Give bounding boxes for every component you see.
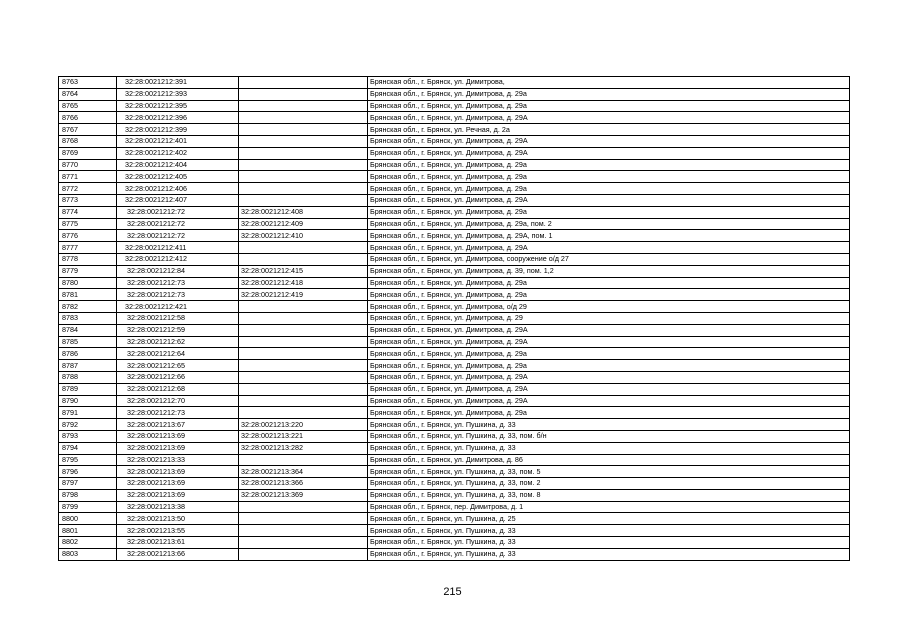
row-number-cell: 8780 [59, 277, 117, 289]
row-number-cell: 8782 [59, 301, 117, 313]
row-number-cell: 8793 [59, 430, 117, 442]
linked-cadastral-number-cell: 32:28:0021212:408 [239, 206, 368, 218]
table-row [59, 371, 850, 383]
address-cell: Брянская обл., г. Брянск, ул. Димитрова, д. 29а [368, 88, 850, 100]
linked-cadastral-number-cell [239, 513, 368, 525]
address-cell: Брянская обл., г. Брянск, ул. Пушкина, д. 33, пом. 2 [368, 478, 850, 490]
cadastral-number-cell: 32:28:0021212:70 [117, 395, 239, 407]
address-cell: Брянская обл., г. Брянск, ул. Димитрова, сооружение о/д 27 [368, 253, 850, 265]
linked-cadastral-number-cell [239, 77, 368, 89]
linked-cadastral-number-cell: 32:28:0021213:221 [239, 430, 368, 442]
row-number-cell: 8783 [59, 312, 117, 324]
cadastral-number-cell: 32:28:0021212:421 [117, 301, 239, 313]
address-cell: Брянская обл., г. Брянск, ул. Димитрова, д. 86 [368, 454, 850, 466]
cadastral-number-cell: 32:28:0021213:69 [117, 489, 239, 501]
linked-cadastral-number-cell [239, 395, 368, 407]
cadastral-number-cell: 32:28:0021213:69 [117, 466, 239, 478]
table-row [59, 277, 850, 289]
row-number-cell: 8763 [59, 77, 117, 89]
address-cell: Брянская обл., г. Брянск, ул. Димитрова, [368, 77, 850, 89]
row-number-cell: 8766 [59, 112, 117, 124]
address-cell: Брянская обл., г. Брянск, ул. Димитрова, д. 29а [368, 360, 850, 372]
row-number-cell: 8764 [59, 88, 117, 100]
cadastral-number-cell: 32:28:0021212:65 [117, 360, 239, 372]
row-number-cell: 8767 [59, 124, 117, 136]
cadastral-number-cell: 32:28:0021212:411 [117, 242, 239, 254]
row-number-cell: 8799 [59, 501, 117, 513]
linked-cadastral-number-cell: 32:28:0021213:364 [239, 466, 368, 478]
cadastral-number-cell: 32:28:0021212:404 [117, 159, 239, 171]
table-row [59, 265, 850, 277]
linked-cadastral-number-cell [239, 183, 368, 195]
cadastral-number-cell: 32:28:0021212:391 [117, 77, 239, 89]
table-row [59, 230, 850, 242]
cadastral-number-cell: 32:28:0021213:66 [117, 548, 239, 560]
address-cell: Брянская обл., г. Брянск, ул. Димитрова, д. 29а [368, 289, 850, 301]
address-cell: Брянская обл., г. Брянск, ул. Димитрова, д. 29а [368, 277, 850, 289]
cadastral-number-cell: 32:28:0021212:72 [117, 230, 239, 242]
cadastral-number-cell: 32:28:0021212:73 [117, 407, 239, 419]
table-row [59, 218, 850, 230]
row-number-cell: 8795 [59, 454, 117, 466]
cadastral-number-cell: 32:28:0021212:72 [117, 206, 239, 218]
cadastral-number-cell: 32:28:0021212:395 [117, 100, 239, 112]
linked-cadastral-number-cell [239, 242, 368, 254]
table-row [59, 194, 850, 206]
table-body [59, 77, 850, 561]
cadastral-number-cell: 32:28:0021212:62 [117, 336, 239, 348]
row-number-cell: 8777 [59, 242, 117, 254]
table-row [59, 407, 850, 419]
cadastral-number-cell: 32:28:0021213:69 [117, 430, 239, 442]
row-number-cell: 8798 [59, 489, 117, 501]
table-row [59, 466, 850, 478]
table-row [59, 548, 850, 560]
table-row [59, 336, 850, 348]
table-row [59, 135, 850, 147]
table-row [59, 513, 850, 525]
linked-cadastral-number-cell [239, 253, 368, 265]
property-table [58, 76, 850, 561]
row-number-cell: 8787 [59, 360, 117, 372]
table-row [59, 430, 850, 442]
table-row [59, 537, 850, 549]
address-cell: Брянская обл., г. Брянск, ул. Пушкина, д. 33, пом. б/н [368, 430, 850, 442]
table-row [59, 159, 850, 171]
linked-cadastral-number-cell [239, 312, 368, 324]
row-number-cell: 8765 [59, 100, 117, 112]
table-row [59, 525, 850, 537]
table-row [59, 171, 850, 183]
address-cell: Брянская обл., г. Брянск, ул. Димитрова, д. 29а [368, 348, 850, 360]
address-cell: Брянская обл., г. Брянск, ул. Димитрова, д. 29а [368, 206, 850, 218]
address-cell: Брянская обл., г. Брянск, ул. Димитрова, д. 29 [368, 312, 850, 324]
linked-cadastral-number-cell [239, 383, 368, 395]
row-number-cell: 8789 [59, 383, 117, 395]
cadastral-number-cell: 32:28:0021212:59 [117, 324, 239, 336]
cadastral-number-cell: 32:28:0021212:84 [117, 265, 239, 277]
table-row [59, 301, 850, 313]
linked-cadastral-number-cell [239, 124, 368, 136]
linked-cadastral-number-cell [239, 525, 368, 537]
row-number-cell: 8781 [59, 289, 117, 301]
row-number-cell: 8775 [59, 218, 117, 230]
row-number-cell: 8784 [59, 324, 117, 336]
cadastral-number-cell: 32:28:0021212:73 [117, 289, 239, 301]
address-cell: Брянская обл., г. Брянск, ул. Димитрова, д. 29а [368, 100, 850, 112]
cadastral-number-cell: 32:28:0021212:402 [117, 147, 239, 159]
cadastral-number-cell: 32:28:0021213:33 [117, 454, 239, 466]
linked-cadastral-number-cell [239, 324, 368, 336]
table-row [59, 442, 850, 454]
table-row [59, 242, 850, 254]
address-cell: Брянская обл., г. Брянск, ул. Димитрова, д. 29А, пом. 1 [368, 230, 850, 242]
table-row [59, 348, 850, 360]
linked-cadastral-number-cell [239, 301, 368, 313]
address-cell: Брянская обл., г. Брянск, ул. Речная, д. 2а [368, 124, 850, 136]
row-number-cell: 8803 [59, 548, 117, 560]
linked-cadastral-number-cell [239, 407, 368, 419]
address-cell: Брянская обл., г. Брянск, ул. Пушкина, д. 33 [368, 537, 850, 549]
page-number: 215 [443, 586, 462, 598]
cadastral-number-cell: 32:28:0021213:69 [117, 442, 239, 454]
cadastral-number-cell: 32:28:0021212:73 [117, 277, 239, 289]
linked-cadastral-number-cell [239, 100, 368, 112]
linked-cadastral-number-cell: 32:28:0021213:220 [239, 419, 368, 431]
address-cell: Брянская обл., г. Брянск, ул. Димитрова, д. 29а [368, 407, 850, 419]
linked-cadastral-number-cell: 32:28:0021212:410 [239, 230, 368, 242]
table-row [59, 501, 850, 513]
row-number-cell: 8792 [59, 419, 117, 431]
cadastral-number-cell: 32:28:0021212:399 [117, 124, 239, 136]
row-number-cell: 8769 [59, 147, 117, 159]
row-number-cell: 8773 [59, 194, 117, 206]
row-number-cell: 8772 [59, 183, 117, 195]
table-row [59, 147, 850, 159]
row-number-cell: 8770 [59, 159, 117, 171]
cadastral-number-cell: 32:28:0021212:68 [117, 383, 239, 395]
linked-cadastral-number-cell [239, 147, 368, 159]
cadastral-number-cell: 32:28:0021213:50 [117, 513, 239, 525]
address-cell: Брянская обл., г. Брянск, ул. Димитрова, д. 29А [368, 147, 850, 159]
cadastral-number-cell: 32:28:0021213:55 [117, 525, 239, 537]
row-number-cell: 8774 [59, 206, 117, 218]
row-number-cell: 8788 [59, 371, 117, 383]
table-row [59, 253, 850, 265]
row-number-cell: 8797 [59, 478, 117, 490]
row-number-cell: 8776 [59, 230, 117, 242]
address-cell: Брянская обл., г. Брянск, ул. Димитрова, д. 29а, пом. 2 [368, 218, 850, 230]
table-row [59, 312, 850, 324]
linked-cadastral-number-cell [239, 537, 368, 549]
table-row [59, 478, 850, 490]
address-cell: Брянская обл., г. Брянск, ул. Димитрова, о/д 29 [368, 301, 850, 313]
linked-cadastral-number-cell [239, 194, 368, 206]
address-cell: Брянская обл., г. Брянск, ул. Димитрова, д. 29а [368, 183, 850, 195]
address-cell: Брянская обл., г. Брянск, ул. Пушкина, д. 33, пом. 5 [368, 466, 850, 478]
address-cell: Брянская обл., г. Брянск, ул. Димитрова, д. 29А [368, 324, 850, 336]
table-row [59, 419, 850, 431]
cadastral-number-cell: 32:28:0021213:69 [117, 478, 239, 490]
table-row [59, 324, 850, 336]
linked-cadastral-number-cell: 32:28:0021213:366 [239, 478, 368, 490]
linked-cadastral-number-cell [239, 348, 368, 360]
table-row [59, 360, 850, 372]
linked-cadastral-number-cell: 32:28:0021212:419 [239, 289, 368, 301]
row-number-cell: 8786 [59, 348, 117, 360]
table-row [59, 77, 850, 89]
address-cell: Брянская обл., г. Брянск, ул. Димитрова, д. 29А [368, 383, 850, 395]
address-cell: Брянская обл., г. Брянск, ул. Пушкина, д. 33 [368, 525, 850, 537]
row-number-cell: 8801 [59, 525, 117, 537]
cadastral-number-cell: 32:28:0021212:66 [117, 371, 239, 383]
linked-cadastral-number-cell: 32:28:0021212:418 [239, 277, 368, 289]
row-number-cell: 8779 [59, 265, 117, 277]
cadastral-number-cell: 32:28:0021213:61 [117, 537, 239, 549]
address-cell: Брянская обл., г. Брянск, ул. Димитрова, д. 29А [368, 112, 850, 124]
cadastral-number-cell: 32:28:0021212:401 [117, 135, 239, 147]
address-cell: Брянская обл., г. Брянск, ул. Пушкина, д. 33 [368, 419, 850, 431]
linked-cadastral-number-cell [239, 371, 368, 383]
row-number-cell: 8791 [59, 407, 117, 419]
cadastral-number-cell: 32:28:0021212:396 [117, 112, 239, 124]
linked-cadastral-number-cell [239, 171, 368, 183]
linked-cadastral-number-cell [239, 454, 368, 466]
linked-cadastral-number-cell [239, 336, 368, 348]
table-row [59, 454, 850, 466]
row-number-cell: 8802 [59, 537, 117, 549]
row-number-cell: 8794 [59, 442, 117, 454]
table-row [59, 112, 850, 124]
cadastral-number-cell: 32:28:0021213:67 [117, 419, 239, 431]
cadastral-number-cell: 32:28:0021212:406 [117, 183, 239, 195]
cadastral-number-cell: 32:28:0021212:58 [117, 312, 239, 324]
linked-cadastral-number-cell [239, 112, 368, 124]
address-cell: Брянская обл., г. Брянск, ул. Димитрова, д. 29а [368, 159, 850, 171]
linked-cadastral-number-cell: 32:28:0021212:415 [239, 265, 368, 277]
address-cell: Брянская обл., г. Брянск, ул. Димитрова, д. 29А [368, 194, 850, 206]
table-row [59, 88, 850, 100]
table-row [59, 383, 850, 395]
address-cell: Брянская обл., г. Брянск, ул. Пушкина, д. 33 [368, 442, 850, 454]
cadastral-number-cell: 32:28:0021212:405 [117, 171, 239, 183]
linked-cadastral-number-cell [239, 360, 368, 372]
linked-cadastral-number-cell: 32:28:0021213:369 [239, 489, 368, 501]
cadastral-number-cell: 32:28:0021212:393 [117, 88, 239, 100]
address-cell: Брянская обл., г. Брянск, ул. Димитрова, д. 29А [368, 135, 850, 147]
address-cell: Брянская обл., г. Брянск, ул. Пушкина, д. 25 [368, 513, 850, 525]
linked-cadastral-number-cell [239, 88, 368, 100]
address-cell: Брянская обл., г. Брянск, ул. Димитрова, д. 29а [368, 171, 850, 183]
linked-cadastral-number-cell: 32:28:0021213:282 [239, 442, 368, 454]
address-cell: Брянская обл., г. Брянск, ул. Пушкина, д. 33 [368, 548, 850, 560]
cadastral-number-cell: 32:28:0021212:407 [117, 194, 239, 206]
address-cell: Брянская обл., г. Брянск, ул. Димитрова, д. 29А [368, 371, 850, 383]
table-row [59, 489, 850, 501]
table-row [59, 395, 850, 407]
address-cell: Брянская обл., г. Брянск, ул. Димитрова, д. 29А [368, 242, 850, 254]
address-cell: Брянская обл., г. Брянск, ул. Димитрова, д. 29А [368, 395, 850, 407]
table-row [59, 124, 850, 136]
table-row [59, 289, 850, 301]
cadastral-number-cell: 32:28:0021212:64 [117, 348, 239, 360]
address-cell: Брянская обл., г. Брянск, ул. Пушкина, д. 33, пом. 8 [368, 489, 850, 501]
row-number-cell: 8796 [59, 466, 117, 478]
table-row [59, 183, 850, 195]
table-row [59, 206, 850, 218]
row-number-cell: 8790 [59, 395, 117, 407]
address-cell: Брянская обл., г. Брянск, ул. Димитрова, д. 39, пом. 1,2 [368, 265, 850, 277]
row-number-cell: 8768 [59, 135, 117, 147]
address-cell: Брянская обл., г. Брянск, пер. Димитрова, д. 1 [368, 501, 850, 513]
linked-cadastral-number-cell: 32:28:0021212:409 [239, 218, 368, 230]
linked-cadastral-number-cell [239, 548, 368, 560]
address-cell: Брянская обл., г. Брянск, ул. Димитрова, д. 29А [368, 336, 850, 348]
row-number-cell: 8785 [59, 336, 117, 348]
linked-cadastral-number-cell [239, 501, 368, 513]
linked-cadastral-number-cell [239, 159, 368, 171]
linked-cadastral-number-cell [239, 135, 368, 147]
row-number-cell: 8778 [59, 253, 117, 265]
table-row [59, 100, 850, 112]
row-number-cell: 8800 [59, 513, 117, 525]
cadastral-number-cell: 32:28:0021213:38 [117, 501, 239, 513]
cadastral-number-cell: 32:28:0021212:412 [117, 253, 239, 265]
row-number-cell: 8771 [59, 171, 117, 183]
cadastral-number-cell: 32:28:0021212:72 [117, 218, 239, 230]
